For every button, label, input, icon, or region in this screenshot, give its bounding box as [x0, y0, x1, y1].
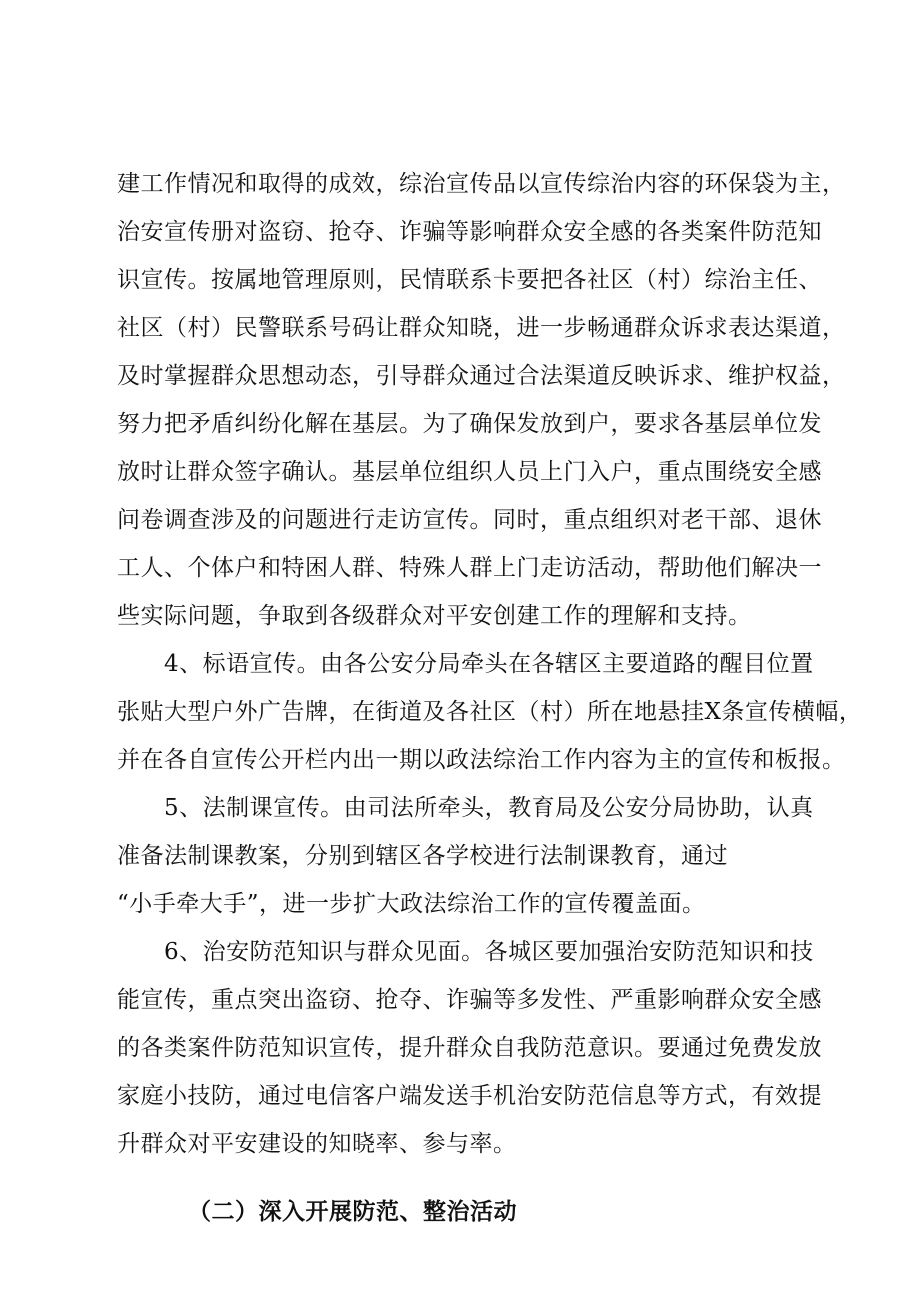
paragraph-line: 的各类案件防范知识宣传，提升群众自我防范意识。要通过免费发放	[117, 1035, 822, 1061]
paragraph-line: 张贴大型户外广告牌，在街道及各社区（村）所在地悬挂X条宣传横幅，	[117, 699, 863, 725]
section-heading: （二）深入开展防范、整治活动	[188, 1199, 517, 1225]
paragraph-line: 社区（村）民警联系号码让群众知晓，进一步畅通群众诉求表达渠道，	[117, 315, 846, 341]
paragraph-line: 及时掌握群众思想动态，引导群众通过合法渠道反映诉求、维护权益，	[117, 363, 846, 389]
paragraph-line: 工人、个体户和特困人群、特殊人群上门走访活动，帮助他们解决一	[117, 555, 822, 581]
paragraph-line: 问卷调查涉及的问题进行走访宣传。同时，重点组织对老干部、退休	[117, 507, 822, 533]
paragraph-line: 建工作情况和取得的成效，综治宣传品以宣传综治内容的环保袋为主，	[117, 171, 846, 197]
paragraph-line-item-5: 5、法制课宣传。由司法所牵头，教育局及公安分局协助，认真	[164, 795, 814, 821]
paragraph-line-item-4: 4、标语宣传。由各公安分局牵头在各辖区主要道路的醒目位置	[164, 651, 814, 677]
paragraph-line: 些实际问题，争取到各级群众对平安创建工作的理解和支持。	[117, 603, 752, 629]
paragraph-line: “小手牵大手”，进一步扩大政法综治工作的宣传覆盖面。	[117, 891, 706, 917]
paragraph-line: 努力把矛盾纠纷化解在基层。为了确保发放到户，要求各基层单位发	[117, 411, 822, 437]
paragraph-line-item-6: 6、治安防范知识与群众见面。各城区要加强治安防范知识和技	[164, 939, 814, 965]
paragraph-line: 升群众对平安建设的知晓率、参与率。	[117, 1131, 517, 1157]
paragraph-line: 识宣传。按属地管理原则，民情联系卡要把各社区（村）综治主任、	[117, 267, 822, 293]
paragraph-line: 放时让群众签字确认。基层单位组织人员上门入户，重点围绕安全感	[117, 459, 822, 485]
paragraph-line: 并在各自宣传公开栏内出一期以政法综治工作内容为主的宣传和板报。	[117, 747, 846, 773]
paragraph-line: 家庭小技防，通过电信客户端发送手机治安防范信息等方式，有效提	[117, 1083, 822, 1109]
paragraph-line: 准备法制课教案，分别到辖区各学校进行法制课教育，通过	[117, 843, 728, 869]
paragraph-line: 能宣传，重点突出盗窃、抢夺、诈骗等多发性、严重影响群众安全感	[117, 987, 822, 1013]
paragraph-line: 治安宣传册对盗窃、抢夺、诈骗等影响群众安全感的各类案件防范知	[117, 219, 822, 245]
